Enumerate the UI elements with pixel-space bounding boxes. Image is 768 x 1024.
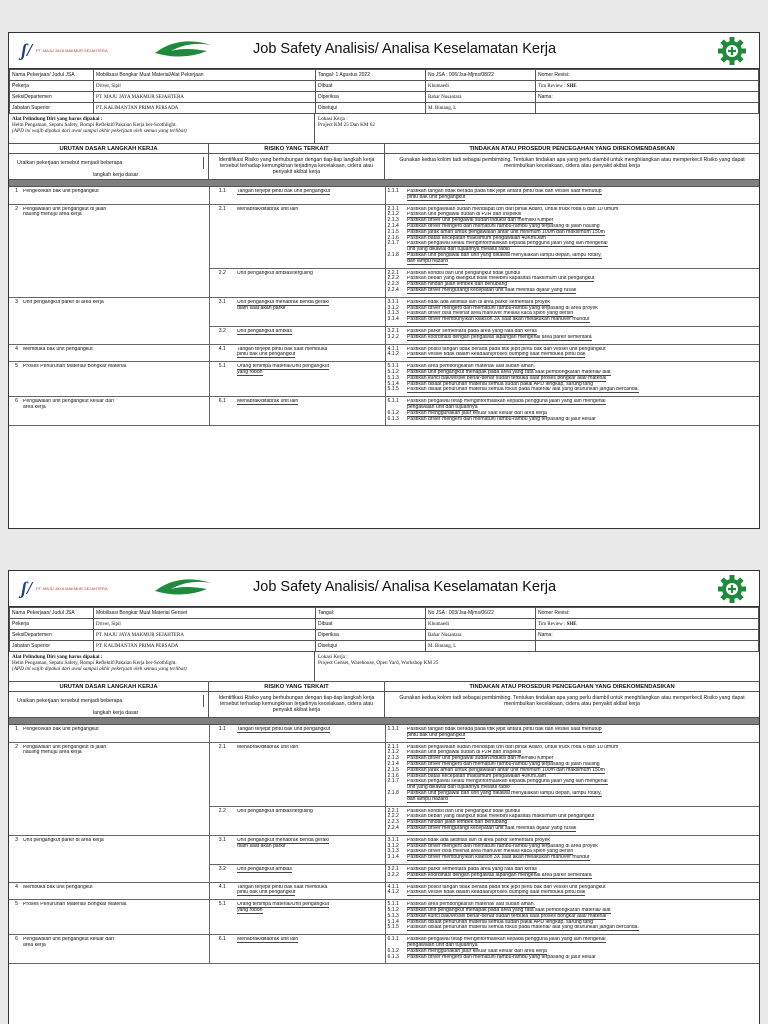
ppe-title: Alat Pelindung Diri yang harus dipakai : — [12, 116, 103, 122]
action-text: Pastikan parkir sementara pada area yang rata dan keras Pastikan koordinasi dengan pengawas lapangan mengenai area parkir sementara — [405, 864, 759, 882]
col-actions-header: TINDAKAN ATAU PROSEDUR PENCEGAHAN YANG DIREKOMENDASIKAN — [469, 145, 675, 152]
step-text: Pengecekan bak unit pengangkut — [21, 725, 209, 742]
section-value: PT. MAJU JAYA MAKMUR SEJAHTERA — [94, 630, 316, 641]
col-risks-header: RISIKO YANG TERKAIT — [209, 144, 385, 153]
action-text: Pastikan tangan tidak berada pada titik jepit antara pintu bak dan vessel saat menutup pintu bak unit pengangkut — [405, 187, 759, 204]
step-number — [9, 326, 21, 344]
risk-number: 4.1 — [209, 882, 235, 900]
table-row — [9, 806, 759, 835]
action-numbers: 1.1.1 — [385, 187, 405, 204]
risk-number: 5.1 — [209, 900, 235, 935]
risk-text: Tangan terjepit pintu bak saat membuka pintu bak unit pengangkut — [235, 344, 385, 362]
ppe-items: Helm Pengaman, Sepatu Safety, Rompi Reflektif/Pakaian Kerja ber-Scothlight. — [12, 660, 177, 667]
action-numbers: 6.1.1 6.1.2 6.1.3 — [385, 935, 405, 964]
step-number: 4 — [9, 344, 21, 362]
risk-text: Orang tertimpa material/Unit pengangkut yang roboh — [235, 362, 385, 397]
step-text — [21, 864, 209, 882]
jsa-info-table — [9, 69, 759, 114]
risk-text: Orang tertimpa material/Unit pengangkut yang roboh — [235, 900, 385, 935]
risk-number: 2.2 — [209, 806, 235, 835]
risk-text: Unit pengangkut menabrak benda gerak/ diam saat akan parkir — [235, 297, 385, 326]
action-text: Pastikan parkir sementara pada area yang rata dan keras Pastikan koordinasi dengan pengawas lapangan mengenai area parkir sementara — [405, 326, 759, 344]
action-numbers: 3.2.1 3.2.2 — [385, 326, 405, 344]
checked-by-value: Bahar Nusantara — [426, 630, 536, 641]
action-numbers: 6.1.1 6.1.2 6.1.3 — [385, 397, 405, 426]
swoosh-logo-icon — [149, 39, 219, 61]
worker-value: Driver, Sipil — [94, 81, 316, 92]
action-numbers: 1.1.1 — [385, 725, 405, 742]
table-row — [9, 725, 759, 742]
risk-number: 3.2 — [209, 864, 235, 882]
risk-text: Tangan terjepit pintu bak unit pengangkut — [235, 725, 385, 742]
jsa-info-table — [9, 607, 759, 652]
checked-by-label: Diperiksa — [316, 630, 426, 641]
table-row — [9, 864, 759, 882]
action-numbers: 2.2.1 2.2.2 2.2.3 2.2.4 — [385, 806, 405, 835]
step-number: 1 — [9, 187, 21, 204]
gear-icon — [717, 36, 747, 66]
risk-number: 6.1 — [209, 397, 235, 426]
step-text: Proses Penurunan Material/ Bongkar Material. — [21, 900, 209, 935]
steps-table — [9, 725, 759, 964]
risk-text: Tangan terjepit pintu bak unit pengangkut — [235, 187, 385, 204]
risk-number: 6.1 — [209, 935, 235, 964]
risk-text: Menabrak/ditabrak unit lain — [235, 935, 385, 964]
revision-field: Nomer Revisi: — [536, 70, 759, 81]
table-row — [9, 935, 759, 964]
action-text: Pastikan pengawalan sudah mendapat izin dari pihak Adaro, untuk truck roda 6 dan 10 umum Pastikan unit pengawal sudah di P2H dan Inspeksi Pastikan driver unit pengawal sudah induksi dan memiliki Kimper Pastikan driver mengerti dan mematuhi rambu-rambu yang terpasang di jalan hauling Pastikan jarak aman untuk pengawalan antar unit minimum 100m dan maksimum 150m Pastikan batas kecepatan maksimum pengawalan 40Km/Jam Pastikan pengawal selalu menginformasikan kepada pengguna jalan yang lain mengenai unit yang dikawal dan tujuannya melalui radio Pastikan unit pengawal dan unit yang dikawal menyalakan lampu depan, lampu rotary, dan lampu hazard — [405, 204, 759, 268]
table-row — [9, 344, 759, 362]
section-label: SeksiDepartemen — [10, 630, 94, 641]
step-text: Pengawalan unit pengangkut di jalan hauling menuju area kerja — [21, 204, 209, 268]
risk-number: 5.1 — [209, 362, 235, 397]
step-text — [21, 326, 209, 344]
job-title-label: Nama Pekerjaan/ Judul JSA — [10, 70, 94, 81]
col-steps-header: URUTAN DASAR LANGKAH KERJA — [9, 144, 209, 153]
step-text — [21, 806, 209, 835]
risk-number: 3.1 — [209, 297, 235, 326]
table-row — [9, 835, 759, 864]
step-text: Pengawalan unit pengangkut keluar dari area kerja — [21, 935, 209, 964]
step-number: 3 — [15, 298, 18, 305]
table-row — [9, 204, 759, 268]
action-numbers: 5.1.1 5.1.2 5.1.3 5.1.4 5.1.5 — [385, 362, 405, 397]
table-row — [9, 362, 759, 397]
risk-text: Tangan terjepit pintu bak saat membuka pintu bak unit pengangkut — [235, 882, 385, 900]
jsa-number: No JSA : 003/Jsa-Mjms/06/22 — [426, 608, 536, 619]
risk-text: Menabrak/ditabrak unit lain — [235, 742, 385, 806]
risk-number: 1.1 — [209, 725, 235, 742]
ppe-note: (APD ini wajib dipakai dari awal sampai akhir pekerjaan oleh semua yang terlibat) — [12, 666, 187, 673]
action-text: Pastikan kondisi ban unit pengangkut tidak gundul Pastikan beban yang diangkut tidak melebihi kapasitas maksimum unit pengangkut Pastikan hindari jalan lembek dan berlubang Pastikan driver mengurangi kecepatan unit saat melintas dijalur yang rusak — [405, 268, 759, 297]
step-number — [9, 864, 21, 882]
table-row — [9, 900, 759, 935]
action-numbers: 4.1.1 4.1.2 — [385, 882, 405, 900]
action-text: Pastikan area pembongkaran material/ alat sudah aman. Pastikan unit pengangkut menapak pada area yang rata saat pembongkaran material/ alat Pastikan kunci bak/vessel benar-benar sudah terbuka saat proses bongkar alat/ material Pastikan disaat penurunan material semua sudah pakai APD lengkap, sarung tang Pastikan disaat penurunan material semua fokus pada material/ alat yang diturunkan jangan bercanda. — [405, 900, 759, 935]
table-subheader: Uraikan pekerjaan tersebut menjadi beberapa langkah kerja dasar Identifikasi Risiko yang berhubungan dengan tiap-tiap langkah kerja tersebut terhadap kemungkinan terjadinya kecelakaan, cidera atau penyakit akibat kerja Gunakan kedua kolom tadi sebagai pembimbing. Tentukan tindakan apa yang perlu diambil untuk menghilangkan atau memperkecil Risiko yang dapat menimbulkan kecelakaan, cidera atau penyakit akibat kerja — [9, 154, 759, 180]
action-text: Pastikan pengawal tetap menginformasikan kepada pengguna jalan yang lain mengenai pengawalan unit dan tujuannya Pastikan menggunakan jalur keluar saat keluar dari area kerja Pastikan driver mengerti dan mematuhi rambu-rambu yang terpasang di jalur keluar — [405, 935, 759, 964]
jsa-sheet-2 — [8, 570, 760, 1024]
table-column-header — [9, 144, 759, 154]
name-field: Nama: — [536, 92, 759, 103]
table-row — [9, 297, 759, 326]
risk-number: 2.1 — [209, 742, 235, 806]
approved-by-value: M. Bintang, L — [426, 641, 536, 652]
action-numbers: 2.1.1 2.1.2 2.1.3 2.1.4 2.1.5 2.1.6 2.1.7 2.1.8 — [385, 204, 405, 268]
company-logo: ʃ/ PT. MAJU JAYA MAKMUR SEJAHTERA — [21, 578, 108, 598]
action-numbers: 2.1.1 2.1.2 2.1.3 2.1.4 2.1.5 2.1.6 2.1.7 2.1.8 — [385, 742, 405, 806]
swoosh-logo-icon — [149, 577, 219, 599]
sheet-header — [9, 571, 759, 607]
risk-number: 1.1 — [209, 187, 235, 204]
location-value: Project Genset, Warehouse, Open Yard, Workshop KM 25 — [318, 660, 439, 667]
review-team: Tim Review : SHE — [536, 81, 759, 92]
action-text: Pastikan kondisi ban unit pengangkut tidak gundul Pastikan beban yang diangkut tidak melebihi kapasitas maksimum unit pengangkut Pastikan hindari jalan lembek dan berlubang Pastikan driver mengurangi kecepatan unit saat melintas dijalur yang rusak — [405, 806, 759, 835]
step-text: Pengawalan unit pengangkut keluar dari area kerja — [21, 397, 209, 426]
risk-text: Menabrak/ditabrak unit lain — [235, 204, 385, 268]
action-text: Pastikan pengawal tetap menginformasikan kepada pengguna jalan yang lain mengenai pengawalan unit dan tujuannya Pastikan menggunakan jalur keluar saat keluar dari area kerja Pastikan driver mengerti dan mematuhi rambu-rambu yang terpasang di jalur keluar — [405, 397, 759, 426]
made-by-label: Dibuat — [316, 619, 426, 630]
step-number: 2 — [15, 205, 18, 212]
superior-value: PT. KALIMANTAN PRIMA PERSADA — [94, 641, 316, 652]
table-row — [9, 397, 759, 426]
gear-icon — [717, 574, 747, 604]
risk-number: 2.2 — [209, 268, 235, 297]
step-number: 6 — [9, 397, 21, 426]
checked-by-label: Diperiksa — [316, 92, 426, 103]
section-value: PT. MAJU JAYA MAKMUR SEJAHTERA — [94, 92, 316, 103]
action-text: Pastikan tidak ada aktifitas lain di area parkir sementara proyek Pastikan driver mengerti dan mematuhi rambu-rambu yang terpasang di area proyek Pastikan driver bisa melihat area manuver melalui kaca spion yang bersih Pastikan driver membunyikan klakson 3X saat akan melakukan manuver mundur — [405, 297, 759, 326]
table-row — [9, 882, 759, 900]
step-number — [9, 806, 21, 835]
step-number: 1 — [9, 725, 21, 742]
sheet-header — [9, 33, 759, 69]
ppe-section — [9, 114, 759, 144]
ppe-section — [9, 652, 759, 682]
job-title-value: Mobilisasi Bongkar Muat Material/Alat Pekerjaan — [94, 70, 316, 81]
step-number: 5 — [9, 362, 21, 397]
approved-by-value: M. Bintang, L — [426, 103, 536, 114]
step-text: Membuka bak unit pengangkut — [21, 882, 209, 900]
risk-number: 2.1 — [209, 204, 235, 268]
worker-label: Pekerja — [10, 619, 94, 630]
step-text: Proses Penurunan Material/ Bongkar Material. — [21, 362, 209, 397]
review-team: Tim Review : SHE — [536, 619, 759, 630]
table-row — [9, 268, 759, 297]
worker-value: Driver, Sipil — [94, 619, 316, 630]
table-row — [9, 187, 759, 204]
risk-text: Menabrak/ditabrak unit lain — [235, 397, 385, 426]
step-number: 5 — [9, 900, 21, 935]
col-actions-header: TINDAKAN ATAU PROSEDUR PENCEGAHAN YANG DIREKOMENDASIKAN — [469, 683, 675, 690]
superior-label: Jabatan Superior — [10, 103, 94, 114]
step-number: 6 — [9, 935, 21, 964]
action-numbers: 3.1.1 3.1.2 3.1.3 3.1.4 — [385, 297, 405, 326]
name-field: Nama: — [536, 630, 759, 641]
job-title-label: Nama Pekerjaan/ Judul JSA — [10, 608, 94, 619]
action-numbers: 2.2.1 2.2.2 2.2.3 2.2.4 — [385, 268, 405, 297]
table-subheader: Uraikan pekerjaan tersebut menjadi beberapa langkah kerja dasar Identifikasi Risiko yang berhubungan dengan tiap-tiap langkah kerja tersebut terhadap kemungkinan terjadinya kecelakaan, cidera atau penyakit akibat kerja Gunakan kedua kolom tadi sebagai pembimbing. Tentukan tindakan apa yang perlu diambil untuk menghilangkan atau memperkecil Risiko yang dapat menimbulkan kecelakaan, cidera atau penyakit akibat kerja — [9, 692, 759, 718]
risk-number: 4.1 — [209, 344, 235, 362]
risk-text: Unit pengangkut amblas/terguling — [235, 806, 385, 835]
action-text: Pastikan posisi tangan tidak berada pada titik jepit pintu bak dan vessel unit pengangkut Pastikan vessel tidak dalam keadaan/proses dumping saat membuka pintu bak — [405, 882, 759, 900]
location-value: Project KM 25 Dan KM 62 — [318, 122, 375, 129]
action-numbers: 5.1.1 5.1.2 5.1.3 5.1.4 5.1.5 — [385, 900, 405, 935]
risk-number: 3.1 — [209, 835, 235, 864]
step-text — [21, 268, 209, 297]
table-row — [9, 326, 759, 344]
jsa-sheet-1 — [8, 32, 760, 529]
action-text: Pastikan area pembongkaran material/ alat sudah aman. Pastikan unit pengangkut menapak pada area yang rata saat pembongkaran material/ alat Pastikan kunci bak/vessel benar-benar sudah terbuka saat proses bongkar alat/ material Pastikan disaat penurunan material semua sudah pakai APD lengkap, sarung tang Pastikan disaat penurunan material semua fokus pada material/ alat yang diturunkan jangan bercanda. — [405, 362, 759, 397]
risk-number: 3.2 — [209, 326, 235, 344]
action-numbers: 3.1.1 3.1.2 3.1.3 3.1.4 — [385, 835, 405, 864]
action-text: Pastikan tangan tidak berada pada titik jepit antara pintu bak dan vessel saat menutup pintu bak unit pengangkut — [405, 725, 759, 742]
section-label: SeksiDepartemen — [10, 92, 94, 103]
action-numbers: 4.1.1 4.1.2 — [385, 344, 405, 362]
col-risks-header: RISIKO YANG TERKAIT — [209, 682, 385, 691]
location-label: Lokasi Kerja : — [318, 116, 348, 122]
ppe-note: (APD ini wajib dipakai dari awal sampai akhir pekerjaan oleh semua yang terlibat) — [12, 128, 187, 135]
action-numbers: 3.2.1 3.2.2 — [385, 864, 405, 882]
date-field: Tangal: — [316, 608, 426, 619]
action-text: Pastikan posisi tangan tidak berada pada titik jepit pintu bak dan vessel unit pengangkut Pastikan vessel tidak dalam keadaan/proses dumping saat membuka pintu bak — [405, 344, 759, 362]
steps-table — [9, 187, 759, 426]
risk-text: Unit pengangkut amblas — [235, 326, 385, 344]
superior-value: PT. KALIMANTAN PRIMA PERSADA — [94, 103, 316, 114]
step-text: Membuka bak unit pengangkut — [21, 344, 209, 362]
step-number — [9, 268, 21, 297]
step-number: 3 — [15, 836, 18, 843]
checked-by-value: Bahar Nusantara — [426, 92, 536, 103]
table-column-header — [9, 682, 759, 692]
step-text: Unit pengangkut parkir di area kerja — [21, 835, 209, 864]
jsa-number: No JSA : 006/Jsa-Mjms/08/22 — [426, 70, 536, 81]
step-number: 4 — [9, 882, 21, 900]
page-title: Job Safety Analisis/ Analisa Keselamatan Kerja — [253, 41, 557, 57]
step-number: 2 — [15, 743, 18, 750]
col-steps-header: URUTAN DASAR LANGKAH KERJA — [9, 682, 209, 691]
location-label: Lokasi Kerja : — [318, 654, 348, 660]
job-title-value: Mobilisasi Bongkar Muat Material Genset — [94, 608, 316, 619]
step-text: Pengawalan unit pengangkut di jalan hauling menuju area kerja — [21, 742, 209, 806]
approved-by-label: Disetujui — [316, 103, 426, 114]
ppe-title: Alat Pelindung Diri yang harus dipakai : — [12, 654, 103, 660]
date-field: Tangal: 1 Agustus 2022 — [316, 70, 426, 81]
approved-by-label: Disetujui — [316, 641, 426, 652]
revision-field: Nomer Revisi: — [536, 608, 759, 619]
risk-text: Unit pengangkut amblas — [235, 864, 385, 882]
superior-label: Jabatan Superior — [10, 641, 94, 652]
made-by-label: Dibuat — [316, 81, 426, 92]
action-text: Pastikan tidak ada aktifitas lain di area parkir sementara proyek Pastikan driver mengerti dan mematuhi rambu-rambu yang terpasang di area proyek Pastikan driver bisa melihat area manuver melalui kaca spion yang bersih Pastikan driver membunyikan klakson 3X saat akan melakukan manuver mundur — [405, 835, 759, 864]
page-title: Job Safety Analisis/ Analisa Keselamatan Kerja — [253, 579, 557, 595]
risk-text: Unit pengangkut amblas/terguling — [235, 268, 385, 297]
ppe-items: Helm Pengaman, Sepatu Safety, Rompi Reflektif/Pakaian Kerja ber-Scothlight. — [12, 122, 177, 129]
made-by-value: Khumaedi — [426, 81, 536, 92]
risk-text: Unit pengangkut menabrak benda gerak/ diam saat akan parkir — [235, 835, 385, 864]
step-text: Pengecekan bak unit pengangkut — [21, 187, 209, 204]
worker-label: Pekerja — [10, 81, 94, 92]
action-text: Pastikan pengawalan sudah mendapat izin dari pihak Adaro, untuk truck roda 6 dan 10 umum Pastikan unit pengawal sudah di P2H dan Inspeksi Pastikan driver unit pengawal sudah induksi dan memiliki Kimper Pastikan driver mengerti dan mematuhi rambu-rambu yang terpasang di jalan hauling Pastikan jarak aman untuk pengawalan antar unit minimum 100m dan maksimum 150m Pastikan batas kecepatan maksimum pengawalan 40Km/Jam Pastikan pengawal selalu menginformasikan kepada pengguna jalan yang lain mengenai unit yang dikawal dan tujuannya melalui radio Pastikan unit pengawal dan unit yang dikawal menyalakan lampu depan, lampu rotary, dan lampu hazard — [405, 742, 759, 806]
made-by-value: Khumaedi — [426, 619, 536, 630]
table-row — [9, 742, 759, 806]
company-logo: ʃ/ PT. MAJU JAYA MAKMUR SEJAHTERA — [21, 40, 108, 60]
step-text: Unit pengangkut parkir di area kerja — [21, 297, 209, 326]
